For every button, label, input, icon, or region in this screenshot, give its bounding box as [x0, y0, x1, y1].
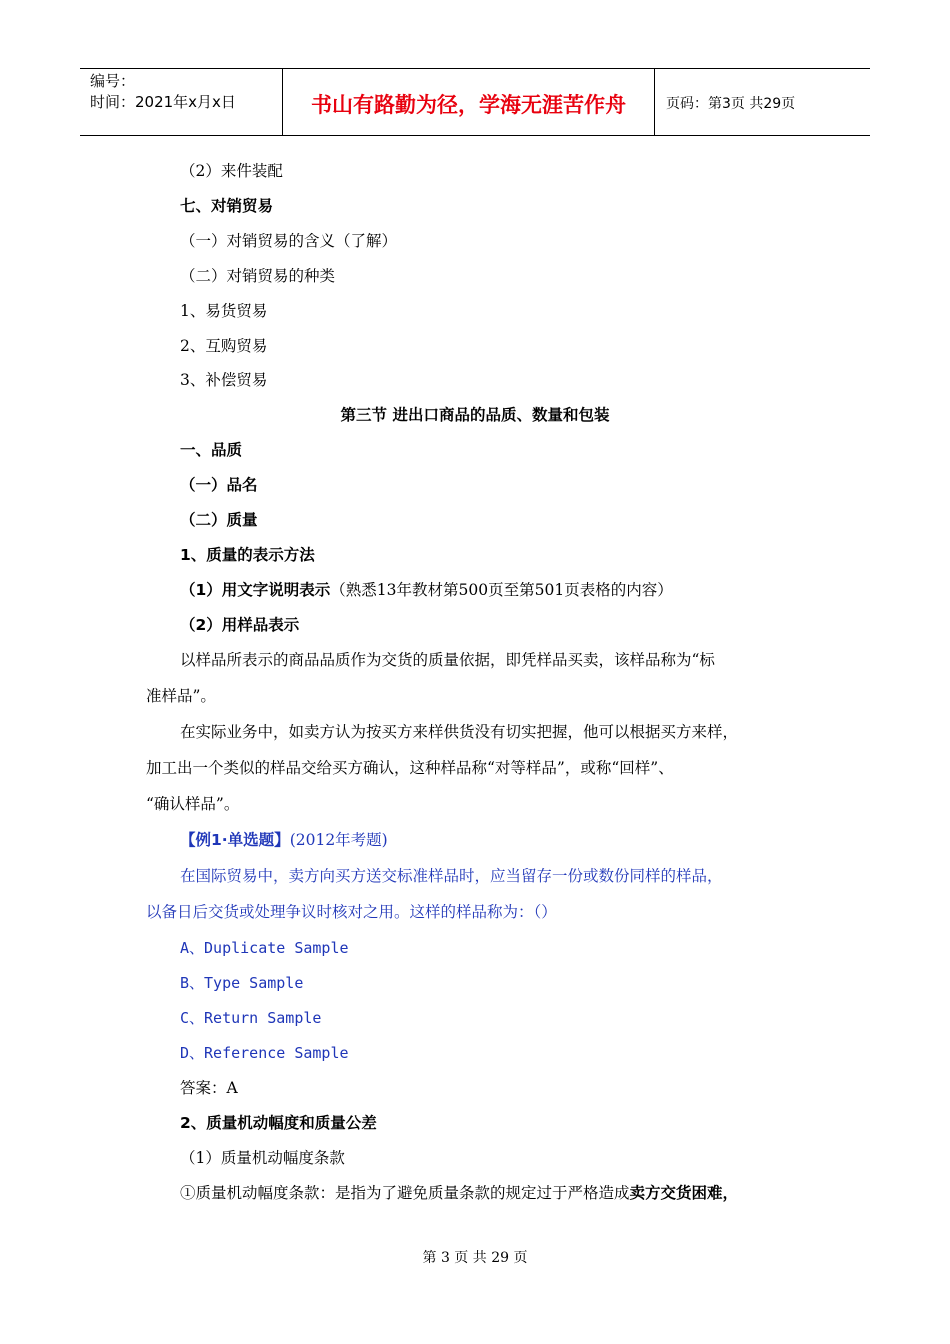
answer-line: 答案：A [180, 1079, 238, 1097]
paragraph-line: “确认样品”。 [146, 795, 240, 813]
text-phrase: ①质量机动幅度条款：是指为了避免质量条款的规定过于严格造成 [180, 1184, 630, 1202]
page-header [80, 68, 870, 136]
header-motto: 书山有路勤为径，学海无涯苦作舟 [311, 93, 626, 117]
document-number-label: 编号： [90, 72, 136, 90]
heading-line: 1、质量的表示方法 [180, 546, 315, 564]
header-page-info: 页码：第3页 共29页 [666, 96, 796, 112]
header-meta [90, 71, 236, 113]
heading-line: （二）质量 [180, 511, 258, 529]
question-line: 以备日后交货或处理争议时核对之用。这样的样品称为：（） [146, 903, 557, 921]
text-line: （1）质量机动幅度条款 [180, 1149, 345, 1167]
option-c: C、Return Sample [180, 1009, 322, 1027]
heading-line: 2、质量机动幅度和质量公差 [180, 1114, 377, 1132]
bold-phrase: （1）用文字说明表示 [180, 581, 331, 599]
option-d: D、Reference Sample [180, 1044, 349, 1062]
paragraph-line: 准样品”。 [146, 687, 216, 705]
document-date: 时间：2021年x月x日 [90, 93, 236, 111]
paragraph-line: 加工出一个类似的样品交给买方确认，这种样品称“对等样品”，或称“回样”、 [146, 759, 674, 777]
text-line: 1、易货贸易 [180, 302, 268, 320]
heading-line: 七、对销贸易 [180, 197, 274, 215]
heading-line: 一、品质 [180, 441, 243, 459]
bold-phrase: 卖方交货困难， [629, 1184, 739, 1202]
text-line: （二）对销贸易的种类 [180, 267, 336, 285]
text-line [180, 1182, 738, 1204]
heading-line: （2）用样品表示 [180, 616, 300, 634]
text-phrase: （熟悉13年教材第500页至第501页表格的内容） [330, 581, 673, 599]
example-label [180, 829, 388, 851]
header-divider [654, 69, 655, 135]
paragraph-line: 在实际业务中，如卖方认为按买方来样供货没有切实把握，他可以根据买方来样， [180, 723, 739, 741]
option-a: A、Duplicate Sample [180, 939, 349, 957]
option-b: B、Type Sample [180, 974, 304, 992]
text-line: 2、互购贸易 [180, 337, 268, 355]
example-year: (2012年考题) [289, 831, 388, 849]
example-tag: 【例1·单选题】 [180, 831, 290, 849]
text-line [180, 579, 673, 601]
heading-line: （一）品名 [180, 476, 258, 494]
page-footer: 第 3 页 共 29 页 [422, 1250, 528, 1266]
text-line: 3、补偿贸易 [180, 371, 268, 389]
section-title: 第三节 进出口商品的品质、数量和包装 [340, 406, 610, 424]
paragraph-line: 以样品所表示的商品品质作为交货的质量依据，即凭样品买卖，该样品称为“标 [180, 651, 715, 669]
question-line: 在国际贸易中，卖方向买方送交标准样品时，应当留存一份或数份同样的样品， [180, 867, 723, 885]
text-line: （2）来件装配 [180, 162, 283, 180]
text-line: （一）对销贸易的含义（了解） [180, 232, 398, 250]
